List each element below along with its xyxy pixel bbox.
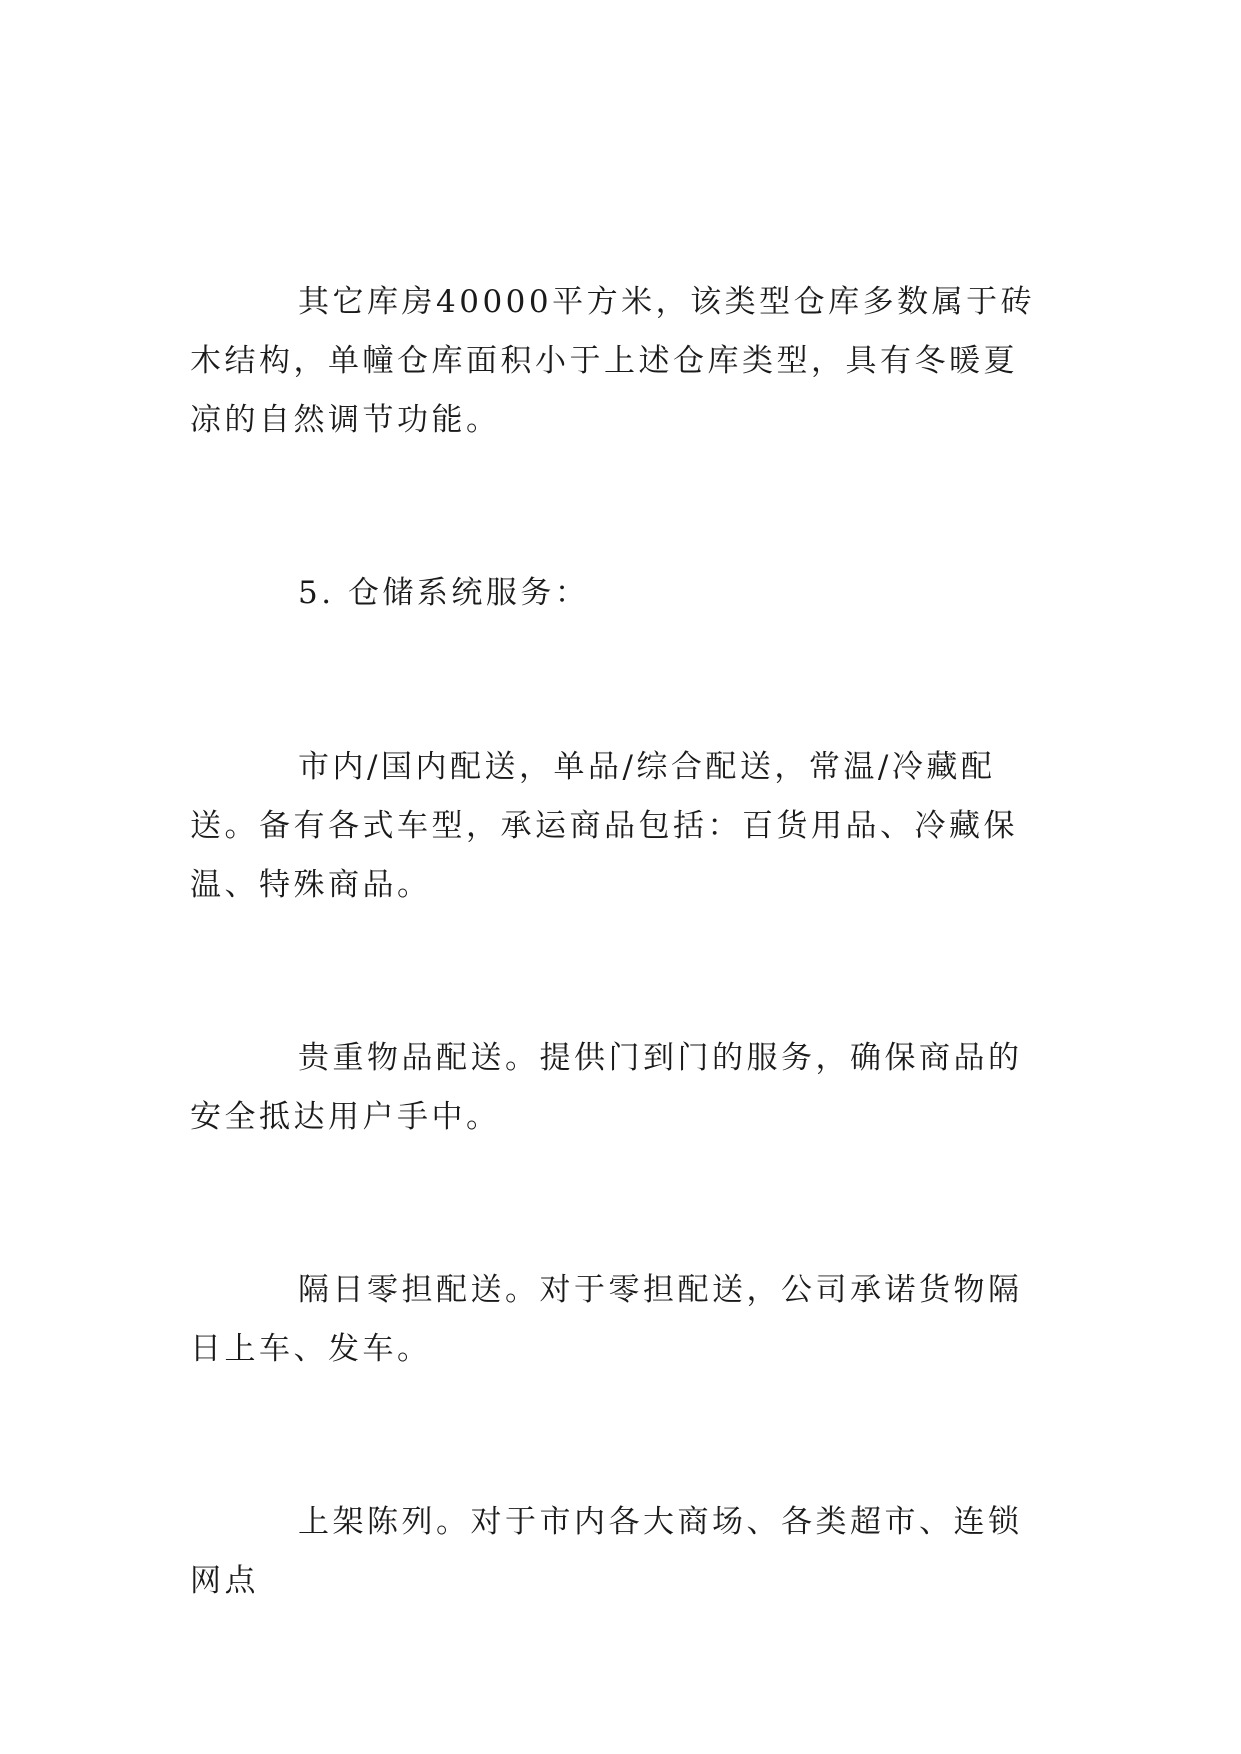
paragraph-shelving-display: 上架陈列。对于市内各大商场、各类超市、连锁网点 bbox=[190, 1504, 1023, 1599]
section-heading-storage-services: 5. 仓储系统服务： bbox=[298, 575, 590, 611]
paragraph-other-warehouses: 其它库房40000平方米，该类型仓库多数属于砖木结构，单幢仓库面积小于上述仓库类型，具有冬暖夏凉的自然调节功能。 bbox=[190, 284, 1036, 438]
paragraph-valuables-delivery: 贵重物品配送。提供门到门的服务，确保商品的安全抵达用户手中。 bbox=[190, 1040, 1023, 1135]
paragraph-distribution: 市内/国内配送，单品/综合配送，常温/冷藏配送。备有各式车型，承运商品包括：百货用品、冷藏保温、特殊商品。 bbox=[190, 749, 1018, 903]
paragraph-next-day-delivery: 隔日零担配送。对于零担配送，公司承诺货物隔日上车、发车。 bbox=[190, 1272, 1023, 1367]
